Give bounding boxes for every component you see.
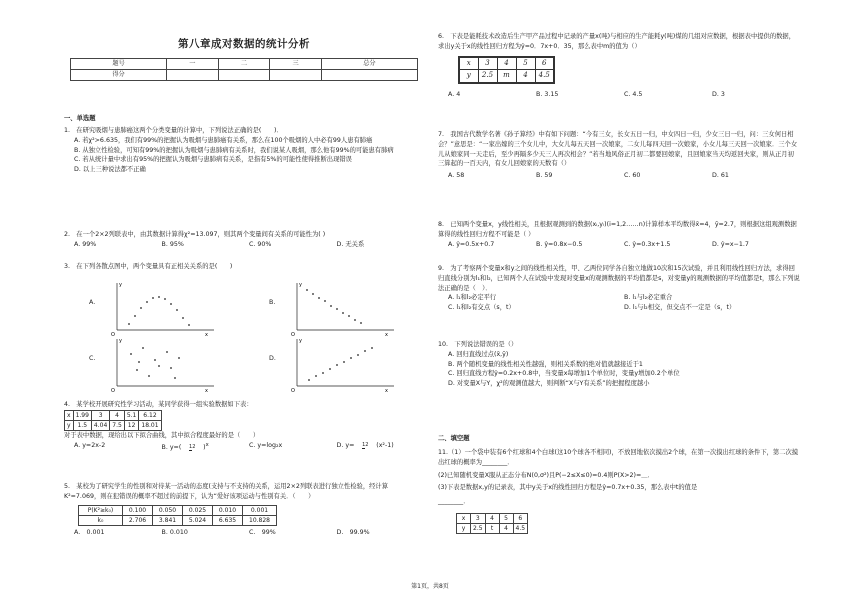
question-stem: 4. 某学校开展研究性学习活动，某同学获得一组实验数据如下表：: [64, 401, 253, 408]
option-a: A.: [89, 299, 96, 306]
question-7: [438, 130, 800, 181]
option-c: C. 4.5: [624, 90, 643, 98]
option-c: C. l₁和l₂有交点（s，t）: [448, 304, 515, 311]
score-cell: 题号: [71, 59, 167, 70]
question-5: [64, 482, 424, 538]
option-b: B. 3.15: [536, 90, 559, 98]
question-10: [438, 340, 800, 389]
option-a: A. 58: [448, 172, 465, 179]
option-a: A. 回归直线过点(x̄,ȳ): [448, 350, 509, 358]
question-stem: 7. 我国古代数学名著《孙子算经》中有如下问题：“今有三女，长女五日一归，中女四日一归，少女三日一归，问：三女何日相会？”意思是：“一家出嫁的三个女儿中，大女儿每五天回一次娘家，二女儿每四天回一次娘家，小女儿每三天回一次娘家．三个女儿从娘家同一天走后，至少再隔多少天三人再次相会？”若当地风俗正月初二都要回娘家，且回娘家当天均返回夫家，则从正月初三算起的一百天内，有女儿回娘家的天数有（）: [438, 131, 798, 168]
q11-data-table: x 3 4 5 6 y 2.5 t 4 4.5: [456, 513, 528, 535]
page-footer: 第1页，共8页: [411, 583, 449, 590]
question-stem: 11.（1）一个袋中装有6个红球和4个白球(这10个球各不相同)，不放回地依次摸出2个球，在第一次摸出红球的条件下，第二次摸出红球的概率为________．: [438, 449, 799, 466]
option-d: D. 3: [712, 90, 725, 98]
option-c: C. 回归直线方程ŷ=0.2x+0.8中，当变量x每增加1个单位时，变量y增加0.2个单位: [448, 370, 680, 378]
question-8: [438, 220, 800, 249]
option-a: A. 若χ²>6.635，我们有99%的把握认为吸烟与患肺癌有关系，那么在100个吸烟的人中必有99人患有肺癌: [74, 136, 373, 144]
option-d: D. ŷ=x−1.7: [712, 240, 749, 248]
question-4: [64, 400, 424, 453]
option-c: C. 60: [624, 172, 641, 179]
svg-text:y: y: [299, 338, 302, 344]
svg-text:x: x: [385, 332, 388, 336]
question-stem: 5. 某校为了研究学生的性别和对待某一活动的态度(支持与不支持的关系，运用2×2列联表进行独立性检验，经计算K²=7.069，则在犯错误的概率不超过的前提下，认为“爱好该项运动与性别有关．（ ）: [64, 483, 389, 500]
score-cell: [321, 70, 417, 81]
answer-blank: ________．: [438, 498, 470, 505]
svg-text:x: x: [385, 388, 388, 392]
option-d: D. 对变量X与Y，χ²的观测值越大，则判断“X与Y有关系”的把握程度越小: [448, 380, 650, 387]
question-stem: 3. 在下列各散点图中，两个变量具有正相关关系的是( ): [64, 263, 233, 270]
option-a: A. ŷ=0.5x+0.7: [448, 240, 495, 248]
option-b: B. 59: [536, 172, 553, 179]
option-a: A. 0.001: [74, 529, 105, 537]
option-d: D.: [269, 355, 276, 362]
section-title: 二、填空题: [438, 435, 470, 442]
question-part-2: (2)已知随机变量X服从正态分布N(0,σ²)且P(−2≤X≤0)=0.4则P(X>2)=＿．: [438, 471, 654, 479]
score-cell: 一: [167, 59, 219, 70]
score-cell: 二: [218, 59, 270, 70]
option-c: C.: [89, 355, 96, 362]
score-cell: [167, 70, 219, 81]
scatter-plot-a: [109, 280, 219, 336]
option-c: C. 90%: [249, 240, 272, 248]
option-d: D. y= 12 (x²-1): [336, 442, 394, 450]
svg-text:x: x: [205, 388, 208, 392]
option-d: D. l₁与l₂相交，但交点不一定是（s，t）: [624, 304, 736, 311]
option-c: C. y=log₂x: [249, 442, 283, 450]
score-cell: [270, 70, 322, 81]
score-cell: [218, 70, 270, 81]
scatter-plot-d: [289, 336, 399, 392]
k2-critical-table: P(K²≥k₀) 0.100 0.050 0.025 0.010 0.001 k₀ 2.706 3.841 5.024 6.635 10.828: [78, 505, 277, 527]
question-3: [64, 262, 424, 272]
option-c: C. 99%: [249, 529, 276, 537]
option-b: B. 从独立性检验，可知有99%的把握认为吸烟与患肺病有关系时，我们说某人吸烟，那么他有99%的可能患有肺病: [74, 146, 394, 154]
score-table: [70, 58, 418, 81]
option-d: D. 以上三种说法都不正确: [74, 166, 146, 173]
question-stem: 6. 下表是能耗技术改造后生产甲产品过程中记录的产量x(吨)与相应的生产能耗y(吨)煤的几组对应数据，根据表中提供的数据，求出y关于x的线性回归方程为ŷ=0．7x+0．35，那么表中m的值为（）: [438, 33, 796, 50]
svg-text:O: O: [291, 388, 295, 392]
question-stem: 1. 在研究吸烟与患肺癌这两个分类变量的计算中，下列说法正确的是( )．: [64, 127, 283, 134]
question-stem: 9. 为了考察两个变量x和y之间的线性相关性，甲、乙两位同学各自独立地做10次和15次试验，并且利用线性回归方法，求得回归直线分别为l₁和l₂，已知两个人在试验中发现对变量x的观测数据的平均值都是s，对变量y的观测数据的平均值都是t，那么下列说法正确的是（ ）．: [438, 265, 800, 292]
option-b: B. ŷ=0.8x−0.5: [536, 240, 583, 248]
question-part-3: (3)下表是数据x,y的记录表，其中y关于x的线性回归方程是ŷ=0.7x+0.35，那么表中t的值是: [438, 484, 698, 492]
option-a: A. l₁和l₂必定平行: [448, 294, 497, 302]
score-cell: 总分: [321, 59, 417, 70]
question-stem: 8. 已知两个变量x，y线性相关，且根据观测到的数据(xᵢ,yᵢ)(i=1,2……n)计算样本平均数得x̄=4，ȳ=2.7，则根据这组观测数据算得的线性回归方程不可能是（ ）: [438, 221, 797, 238]
option-b: B.: [269, 299, 276, 306]
option-b: B. y=( 12 )$^x$: [161, 442, 209, 452]
svg-text:y: y: [299, 282, 302, 288]
svg-text:y: y: [119, 338, 122, 344]
q4-data-table: x 1.99 3 4 5.1 6.12 y 1.5 4.04 7.5 12 18.01: [64, 410, 162, 432]
option-c: C. 若从统计量中求出有95%的把握认为吸烟与患肺病有关系，是指有5%的可能性使得推断出现错误: [74, 156, 352, 164]
q6-data-table: x 3 4 5 6 y 2.5 m 4 4.5: [458, 56, 555, 84]
svg-text:O: O: [111, 332, 115, 336]
question-11: [438, 448, 800, 534]
svg-text:O: O: [111, 388, 115, 392]
score-cell: 得分: [71, 70, 167, 81]
option-c: C. ŷ=0.3x+1.5: [624, 240, 671, 248]
scatter-plot-c: [109, 336, 219, 392]
option-d: D. 99.9%: [336, 529, 370, 537]
option-d: D. 无关系: [336, 240, 365, 248]
option-a: A. y=2x-2: [74, 442, 106, 450]
svg-text:O: O: [291, 332, 295, 336]
page-title: 第八章成对数据的统计分析: [178, 38, 310, 50]
question-stem: 10. 下列说法错误的是（）: [438, 341, 518, 348]
scatter-grid: [64, 280, 424, 392]
scatter-plot-b: [289, 280, 399, 336]
question-2: [64, 230, 424, 250]
option-b: B. 0.010: [161, 529, 188, 537]
question-9: [438, 264, 800, 313]
option-a: A. 99%: [74, 240, 97, 248]
question-stem: 2. 在一个2×2列联表中，由其数据计算得χ²=13.097，则其两个变量间有关系的可能性为( ): [64, 231, 326, 238]
svg-text:y: y: [119, 282, 122, 288]
question-1: [64, 126, 424, 175]
option-a: A. 4: [448, 90, 461, 98]
section-title: 一、单选题: [64, 115, 96, 122]
score-cell: 三: [270, 59, 322, 70]
option-b: B. l₁与l₂必定重合: [624, 294, 673, 302]
question-6: [438, 32, 800, 99]
option-d: D. 61: [712, 172, 729, 179]
question-note: 对于表中数据，现给出以下拟合曲线，其中拟合程度最好的是（ ）: [64, 432, 260, 440]
option-b: B. 两个随机变量的线性相关性越强，则相关系数的绝对值就越接近于1: [448, 360, 643, 368]
svg-text:x: x: [205, 332, 208, 336]
option-b: B. 95%: [161, 240, 184, 248]
